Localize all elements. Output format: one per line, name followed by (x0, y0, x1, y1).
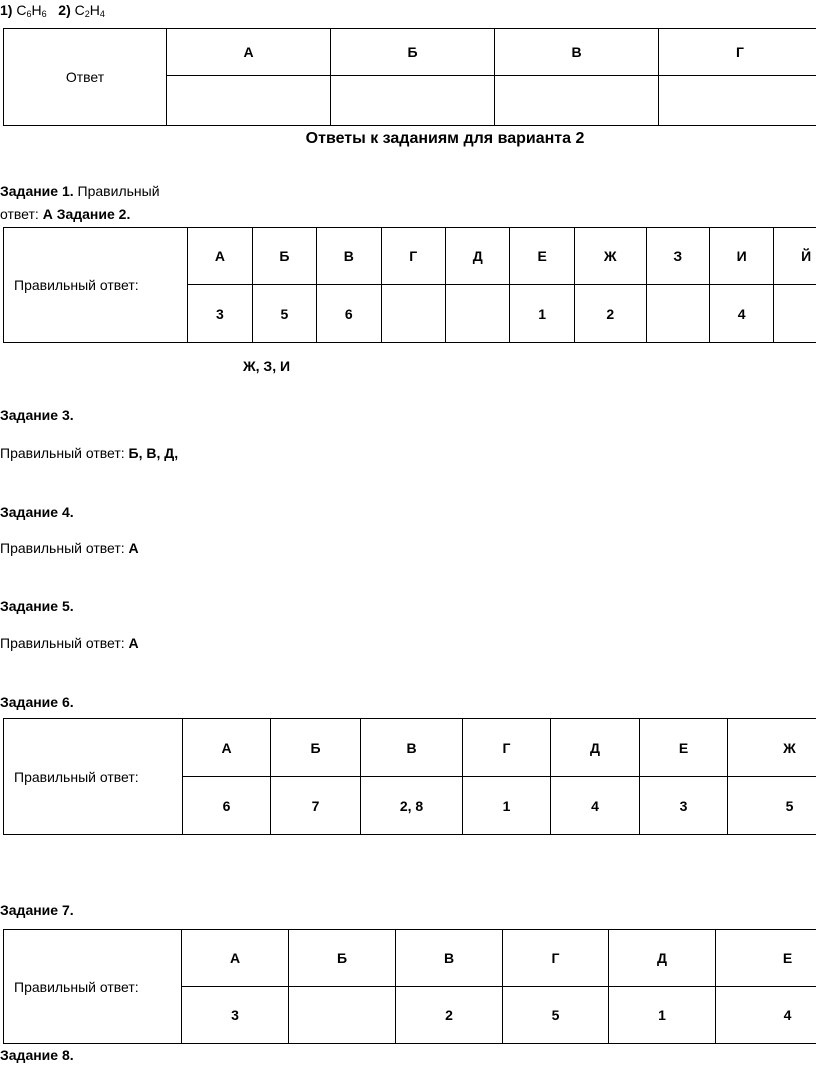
task3-answer: Б, В, Д, (128, 445, 179, 461)
task1-line1 (0, 183, 160, 199)
task4-answer-label: Правильный ответ: (0, 540, 125, 556)
header-cell: А (188, 228, 252, 285)
answer-cell: 3 (182, 987, 289, 1044)
header-cell: З (646, 228, 709, 285)
header-cell: Ж (728, 719, 816, 777)
header-cell: А (182, 930, 289, 987)
header-cell: В (495, 29, 659, 76)
correct-answer-label: Правильный ответ: (4, 228, 188, 343)
task5-answer: А (128, 635, 139, 651)
header-cell: Б (331, 29, 495, 76)
header-cell: Д (609, 930, 716, 987)
task6-table (3, 718, 816, 835)
answer-cell: 6 (317, 285, 381, 343)
answer-cell: 5 (252, 285, 316, 343)
task3-answer-line (0, 445, 178, 461)
answer-cell: 2 (396, 987, 503, 1044)
task8-title: Задание 8. (0, 1047, 74, 1063)
answer-cell: 2, 8 (361, 777, 463, 835)
item-number-1: 1) (0, 2, 13, 18)
header-cell: В (396, 930, 503, 987)
answer-cell (289, 987, 396, 1044)
task6-title: Задание 6. (0, 694, 74, 710)
answer-cell: 5 (728, 777, 816, 835)
answer-cell: 3 (640, 777, 728, 835)
correct-answer-label: Правильный ответ: (4, 930, 182, 1044)
answer-cell: 1 (609, 987, 716, 1044)
answer-table-top (3, 28, 816, 126)
answer-cell: 5 (503, 987, 609, 1044)
header-cell: Й (774, 228, 816, 285)
task1-line2 (0, 206, 130, 222)
task5-answer-line (0, 635, 139, 651)
task1-answer-label: ответ: (0, 206, 39, 222)
task4-answer: А (128, 540, 139, 556)
header-cell: Е (510, 228, 574, 285)
header-cell: Г (463, 719, 551, 777)
answer-cell (774, 285, 816, 343)
task7-title: Задание 7. (0, 902, 74, 918)
header-cell: И (709, 228, 773, 285)
answer-cell: 4 (551, 777, 640, 835)
task7-table (3, 929, 816, 1044)
header-cell: Е (640, 719, 728, 777)
formula-1: $C_6H_6$ (16, 2, 47, 19)
answer-cell: 4 (709, 285, 773, 343)
page-heading: Ответы к заданиям для варианта 2 (305, 130, 585, 147)
formula-line (0, 2, 105, 19)
header-cell: Г (381, 228, 445, 285)
task3-title: Задание 3. (0, 407, 74, 423)
answer-label: Ответ (4, 29, 167, 126)
task1-answer: А (42, 206, 53, 222)
header-cell: Д (551, 719, 640, 777)
answer-cell: 7 (271, 777, 361, 835)
header-cell: Д (446, 228, 510, 285)
header-cell: В (317, 228, 381, 285)
header-cell: Б (289, 930, 396, 987)
header-cell: Б (252, 228, 316, 285)
answer-cell: 2 (574, 285, 646, 343)
correct-answer-label: Правильный ответ: (4, 719, 183, 835)
task1-text: Правильный (77, 183, 160, 199)
task4-answer-line (0, 540, 139, 556)
task2-table (3, 227, 816, 343)
answer-cell (646, 285, 709, 343)
header-cell: Б (271, 719, 361, 777)
answer-cell: 1 (510, 285, 574, 343)
header-cell: А (183, 719, 271, 777)
answer-cell (331, 76, 495, 126)
header-cell: Г (659, 29, 816, 76)
answer-cell: 4 (716, 987, 816, 1044)
task4-title: Задание 4. (0, 504, 74, 520)
answer-cell: 3 (188, 285, 252, 343)
formula-2: $C_2H_4$ (74, 2, 105, 19)
task2-title: Задание 2. (56, 206, 131, 222)
task3-answer-label: Правильный ответ: (0, 445, 125, 461)
header-cell: Г (503, 930, 609, 987)
answer-cell (495, 76, 659, 126)
task5-answer-label: Правильный ответ: (0, 635, 125, 651)
answer-cell (381, 285, 445, 343)
answer-cell: 1 (463, 777, 551, 835)
answer-cell (446, 285, 510, 343)
answer-cell (659, 76, 816, 126)
answer-cell (167, 76, 331, 126)
task1-title: Задание 1. (0, 183, 74, 199)
task5-title: Задание 5. (0, 598, 74, 614)
header-cell: А (167, 29, 331, 76)
task2-extra-note: Ж, З, И (243, 358, 291, 374)
header-cell: Е (716, 930, 816, 987)
item-number-2: 2) (58, 2, 71, 18)
header-cell: В (361, 719, 463, 777)
header-cell: Ж (574, 228, 646, 285)
answer-cell: 6 (183, 777, 271, 835)
